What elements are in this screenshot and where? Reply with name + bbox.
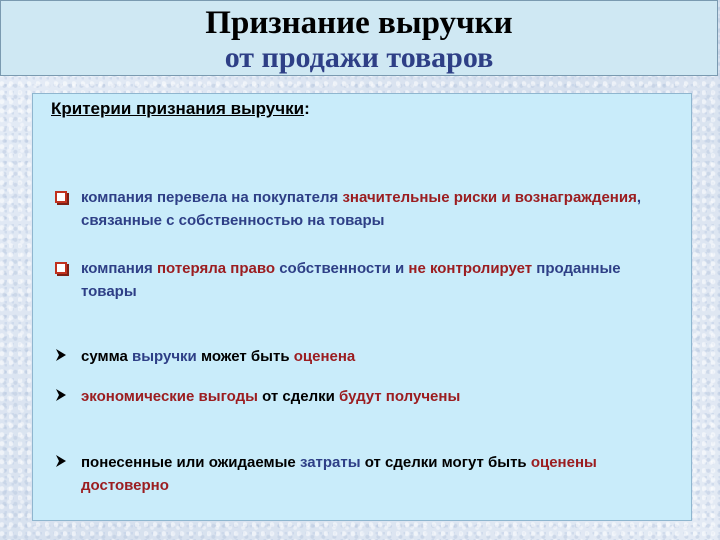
criterion-item-1	[55, 186, 675, 232]
criterion-segment: не контролирует	[408, 260, 533, 277]
criterion-segment: от сделки	[257, 388, 340, 405]
criterion-item-4	[55, 385, 675, 408]
criteria-heading-colon: :	[304, 99, 310, 118]
criterion-segment: компания перевела на покупателя	[81, 189, 343, 206]
page-title: Признание выручки	[205, 5, 513, 41]
criteria-heading	[51, 98, 310, 120]
arrow-bullet-icon	[55, 455, 67, 467]
criterion-segment: будут получены	[339, 388, 461, 405]
criterion-segment: сумма	[81, 348, 132, 365]
criterion-segment: от сделки могут быть	[360, 454, 531, 471]
criterion-segment: выручки	[132, 348, 197, 365]
criterion-segment: , связанные с собственностью на товары	[81, 189, 642, 229]
arrow-bullet-icon	[55, 349, 67, 361]
square-bullet-icon	[55, 191, 67, 203]
criterion-segment: оценены достоверно	[81, 454, 597, 494]
criterion-segment: собственности и	[275, 260, 409, 277]
criterion-item-2	[55, 257, 675, 303]
criterion-segment: оценена	[293, 348, 356, 365]
criterion-segment: потеряла право	[156, 260, 276, 277]
page-subtitle: от продажи товаров	[224, 41, 494, 74]
criterion-segment: проданные товары	[81, 260, 621, 300]
arrow-bullet-icon	[55, 389, 67, 401]
criterion-segment: может быть	[196, 348, 294, 365]
criterion-item-3	[55, 345, 675, 368]
criteria-panel	[32, 93, 692, 521]
criterion-text-5	[81, 451, 675, 497]
criterion-text-1	[81, 186, 675, 232]
criterion-segment: экономические выгоды	[81, 388, 258, 405]
title-bar	[0, 0, 718, 76]
criterion-text-2	[81, 257, 675, 303]
criteria-heading-text: Критерии признания выручки	[51, 99, 305, 118]
criterion-segment: затраты	[299, 454, 361, 471]
criterion-segment: компания	[81, 260, 157, 277]
criterion-segment: понесенные или ожидаемые	[81, 454, 300, 471]
criterion-segment: значительные риски и вознаграждения	[342, 189, 637, 206]
criterion-text-4	[81, 385, 675, 408]
square-bullet-icon	[55, 262, 67, 274]
criterion-text-3	[81, 345, 675, 368]
criterion-item-5	[55, 451, 675, 497]
